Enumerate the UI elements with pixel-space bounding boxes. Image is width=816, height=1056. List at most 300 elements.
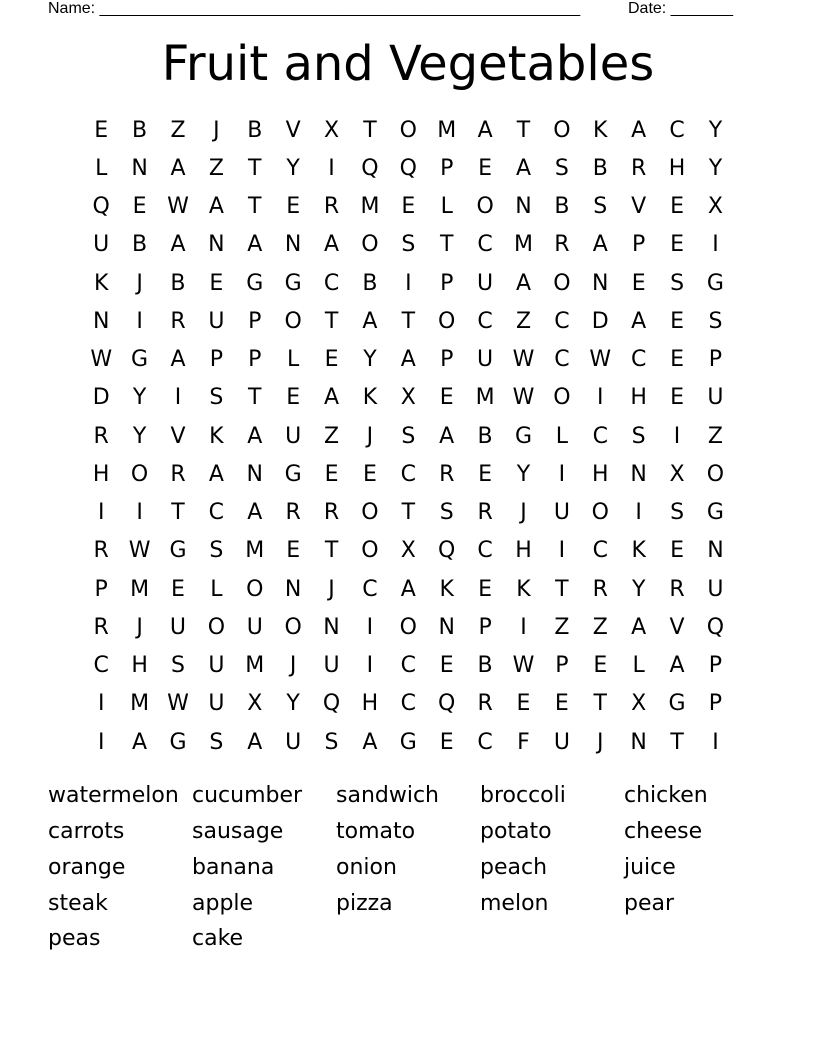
grid-cell: N [630, 461, 647, 487]
word-list-item: cucumber [192, 783, 303, 809]
grid-cell: Z [707, 423, 723, 449]
grid-cell: T [171, 500, 185, 526]
grid-cell: T [670, 729, 684, 755]
grid-cell: R [93, 423, 109, 449]
grid-cell: E [94, 117, 109, 143]
grid-cell: W [512, 347, 535, 373]
word-list-item: tomato [336, 819, 416, 845]
grid-cell: U [707, 576, 724, 602]
grid-cell: E [670, 232, 684, 258]
grid-cell: E [209, 270, 224, 296]
grid-cell: Z [592, 614, 608, 640]
grid-cell: W [128, 538, 151, 564]
grid-cell: G [668, 691, 686, 717]
grid-cell: R [93, 538, 109, 564]
grid-cell: I [405, 270, 412, 296]
grid-cell: K [93, 270, 109, 296]
grid-cell: T [439, 232, 454, 258]
page-title: Fruit and Vegetables [161, 36, 655, 92]
grid-cell: Q [706, 614, 725, 640]
word-list-item: apple [192, 890, 254, 916]
grid-cell: S [554, 155, 569, 181]
word-list-item: broccoli [480, 783, 566, 809]
grid-cell: C [477, 308, 493, 334]
grid-cell: N [630, 729, 647, 755]
grid-cell: N [707, 538, 724, 564]
grid-cell: I [136, 308, 143, 334]
grid-cell: K [593, 117, 608, 143]
grid-cell: W [90, 347, 113, 373]
grid-cell: U [477, 347, 494, 373]
grid-cell: G [246, 270, 264, 296]
grid-cell: E [439, 729, 454, 755]
grid-cell: M [130, 576, 150, 602]
grid-cell: A [170, 155, 186, 181]
word-list-item: onion [336, 854, 397, 880]
grid-cell: E [670, 385, 684, 411]
grid-cell: H [592, 461, 609, 487]
grid-cell: Q [438, 691, 456, 717]
grid-cell: E [670, 308, 684, 334]
grid-cell: E [362, 461, 377, 487]
grid-cell: W [512, 385, 535, 411]
grid-cell: B [247, 117, 263, 143]
word-list-item: sausage [192, 819, 284, 845]
grid-cell: N [208, 232, 225, 258]
grid-cell: M [514, 232, 533, 258]
grid-cell: H [515, 538, 532, 564]
word-list-item: juice [624, 854, 676, 880]
grid-cell: J [597, 729, 604, 755]
grid-cell: N [515, 194, 532, 220]
grid-cell: N [592, 270, 609, 296]
grid-cell: C [400, 691, 416, 717]
grid-cell: I [97, 729, 105, 755]
grid-cell: B [554, 194, 570, 220]
grid-cell: O [361, 232, 379, 258]
word-list-item: pizza [336, 890, 393, 916]
grid-cell: Q [361, 155, 379, 181]
name-field: Name: ______________________________________________________ [48, 0, 581, 17]
grid-cell: U [285, 423, 302, 449]
word-list-item: chicken [624, 783, 708, 809]
grid-cell: A [400, 347, 416, 373]
grid-cell: M [130, 691, 150, 717]
grid-cell: K [209, 423, 224, 449]
grid-cell: C [323, 270, 340, 296]
letter-grid [82, 111, 735, 761]
grid-cell: I [136, 500, 143, 526]
grid-cell: X [631, 691, 647, 717]
grid-cell: O [130, 461, 149, 487]
grid-cell: O [591, 500, 609, 526]
grid-cell: O [284, 308, 302, 334]
word-list-item: banana [192, 854, 275, 880]
grid-cell: S [209, 538, 224, 564]
word-list-item: pear [624, 890, 675, 916]
header [48, 0, 748, 20]
grid-cell: L [555, 423, 569, 449]
grid-cell: W [589, 347, 612, 373]
grid-cell: R [285, 500, 301, 526]
grid-cell: S [631, 423, 646, 449]
grid-cell: B [132, 117, 148, 143]
grid-cell: O [553, 117, 571, 143]
word-list-item: sandwich [336, 783, 439, 809]
grid-cell: G [706, 500, 724, 526]
grid-cell: C [669, 117, 685, 143]
grid-cell: Y [286, 155, 300, 181]
grid-cell: B [477, 423, 493, 449]
grid-cell: R [170, 461, 186, 487]
grid-cell: S [439, 500, 454, 526]
grid-cell: I [558, 461, 566, 487]
grid-cell: W [167, 691, 189, 717]
grid-cell: Y [132, 385, 147, 411]
grid-cell: X [400, 538, 416, 564]
grid-cell: C [477, 538, 493, 564]
grid-cell: P [440, 347, 454, 373]
grid-cell: T [248, 194, 262, 220]
grid-cell: O [553, 270, 571, 296]
grid-cell: A [515, 270, 532, 296]
word-list-item: cheese [624, 819, 703, 845]
grid-cell: X [669, 461, 685, 487]
word-list-item: melon [480, 890, 549, 916]
grid-cell: T [555, 576, 569, 602]
grid-cell: Z [324, 423, 340, 449]
word-list [48, 778, 768, 957]
grid-cell: I [174, 385, 182, 411]
grid-cell: L [95, 155, 108, 181]
grid-cell: Q [399, 155, 417, 181]
grid-cell: K [439, 576, 454, 602]
grid-cell: N [438, 614, 455, 640]
word-list-item: orange [48, 854, 126, 880]
grid-cell: E [670, 538, 684, 564]
grid-cell: I [328, 155, 335, 181]
grid-cell: Q [438, 538, 456, 564]
grid-cell: L [632, 653, 645, 679]
grid-cell: I [520, 614, 527, 640]
grid-cell: E [286, 538, 301, 564]
grid-cell: E [670, 194, 684, 220]
word-list-item: peach [480, 854, 548, 880]
grid-cell: A [439, 423, 455, 449]
grid-cell: Y [708, 155, 723, 181]
grid-cell: A [362, 308, 378, 334]
grid-cell: G [284, 270, 302, 296]
grid-cell: U [208, 653, 225, 679]
grid-cell: O [438, 308, 456, 334]
grid-cell: O [207, 614, 226, 640]
grid-cell: A [247, 423, 263, 449]
grid-cell: C [592, 423, 608, 449]
grid-cell: S [670, 270, 685, 296]
grid-cell: E [439, 653, 454, 679]
grid-cell: P [209, 347, 223, 373]
grid-cell: G [169, 538, 187, 564]
grid-cell: E [516, 691, 531, 717]
grid-cell: M [437, 117, 457, 143]
grid-cell: U [285, 729, 302, 755]
grid-cell: R [669, 576, 685, 602]
grid-cell: R [631, 155, 647, 181]
grid-cell: X [247, 691, 263, 717]
grid-cell: I [712, 232, 719, 258]
word-list-item: carrots [48, 819, 125, 845]
grid-cell: Y [708, 117, 723, 143]
grid-cell: A [631, 614, 647, 640]
grid-cell: A [170, 347, 186, 373]
grid-cell: M [245, 538, 265, 564]
grid-cell: U [707, 385, 724, 411]
date-field: Date: _______ [628, 0, 733, 17]
grid-cell: V [669, 614, 685, 640]
grid-cell: E [132, 194, 147, 220]
grid-cell: T [324, 538, 339, 564]
grid-cell: E [286, 385, 301, 411]
grid-cell: V [170, 423, 186, 449]
grid-cell: A [631, 117, 647, 143]
grid-cell: A [247, 729, 263, 755]
grid-cell: E [401, 194, 416, 220]
grid-cell: P [248, 308, 262, 334]
grid-cell: I [97, 691, 105, 717]
grid-cell: R [554, 232, 570, 258]
grid-cell: I [366, 614, 374, 640]
grid-cell: B [132, 232, 148, 258]
grid-cell: N [246, 461, 263, 487]
grid-cell: E [554, 691, 569, 717]
grid-cell: R [170, 308, 186, 334]
grid-cell: H [92, 461, 110, 487]
grid-cell: T [248, 385, 262, 411]
grid-cell: C [554, 347, 570, 373]
grid-cell: C [592, 538, 608, 564]
grid-cell: Q [322, 691, 341, 717]
grid-cell: G [706, 270, 724, 296]
grid-cell: C [477, 729, 493, 755]
grid-cell: P [708, 347, 723, 373]
word-list-item: cake [192, 926, 244, 952]
grid-cell: T [363, 117, 377, 143]
grid-cell: V [631, 194, 647, 220]
grid-cell: P [708, 653, 723, 679]
grid-cell: N [284, 232, 302, 258]
grid-cell: E [324, 461, 339, 487]
grid-cell: G [399, 729, 417, 755]
grid-cell: C [554, 308, 570, 334]
grid-cell: I [673, 423, 681, 449]
word-list-item: steak [48, 890, 108, 916]
grid-cell: E [171, 576, 185, 602]
grid-cell: E [478, 461, 493, 487]
grid-cell: N [323, 614, 340, 640]
grid-cell: R [439, 461, 455, 487]
grid-cell: S [209, 729, 224, 755]
grid-cell: Q [92, 194, 110, 220]
grid-cell: H [668, 155, 686, 181]
grid-cell: G [514, 423, 533, 449]
grid-cell: O [361, 538, 379, 564]
grid-cell: I [558, 538, 566, 564]
grid-cell: Z [208, 155, 224, 181]
grid-cell: A [324, 385, 340, 411]
grid-cell: C [400, 461, 416, 487]
grid-cell: A [170, 232, 186, 258]
grid-cell: R [477, 691, 493, 717]
grid-cell: S [401, 232, 416, 258]
grid-cell: B [362, 270, 378, 296]
grid-cell: O [706, 461, 725, 487]
grid-cell: Z [515, 308, 532, 334]
grid-cell: L [287, 347, 300, 373]
grid-cell: P [478, 614, 492, 640]
grid-cell: F [517, 729, 530, 755]
word-list-item: watermelon [48, 783, 179, 809]
grid-cell: L [440, 194, 453, 220]
grid-cell: K [516, 576, 531, 602]
grid-cell: A [515, 155, 532, 181]
grid-cell: S [708, 308, 723, 334]
grid-cell: S [401, 423, 416, 449]
grid-cell: Y [132, 423, 147, 449]
grid-cell: J [520, 500, 527, 526]
grid-cell: R [592, 576, 608, 602]
grid-cell: P [632, 232, 646, 258]
grid-cell: X [707, 194, 723, 220]
grid-cell: T [401, 500, 416, 526]
grid-cell: C [362, 576, 378, 602]
grid-cell: M [245, 653, 265, 679]
grid-cell: J [289, 653, 297, 679]
grid-cell: A [631, 308, 647, 334]
grid-cell: A [592, 232, 608, 258]
grid-cell: P [708, 691, 723, 717]
grid-cell: A [247, 232, 263, 258]
grid-cell: W [167, 194, 189, 220]
grid-cell: P [94, 576, 108, 602]
grid-cell: T [324, 308, 339, 334]
grid-cell: U [208, 691, 225, 717]
grid-cell: O [553, 385, 571, 411]
grid-cell: R [93, 614, 109, 640]
grid-cell: C [208, 500, 225, 526]
grid-cell: E [439, 385, 454, 411]
grid-cell: U [477, 270, 494, 296]
grid-cell: C [477, 232, 493, 258]
grid-cell: P [440, 270, 454, 296]
grid-cell: R [323, 500, 340, 526]
grid-cell: B [170, 270, 186, 296]
grid-cell: C [630, 347, 647, 373]
grid-cell: I [97, 500, 105, 526]
grid-cell: M [475, 385, 495, 411]
grid-cell: A [669, 653, 685, 679]
grid-cell: G [131, 347, 149, 373]
grid-cell: Y [286, 691, 300, 717]
grid-cell: T [516, 117, 531, 143]
grid-cell: E [478, 155, 493, 181]
grid-cell: H [131, 653, 148, 679]
grid-cell: J [136, 614, 143, 640]
grid-cell: H [630, 385, 647, 411]
grid-cell: A [132, 729, 148, 755]
grid-cell: O [361, 500, 379, 526]
grid-cell: M [360, 194, 380, 220]
grid-cell: S [209, 385, 224, 411]
grid-cell: O [284, 614, 302, 640]
grid-cell: U [323, 653, 340, 679]
grid-cell: I [635, 500, 642, 526]
grid-cell: Y [631, 576, 646, 602]
grid-cell: D [591, 308, 609, 334]
grid-cell: O [399, 614, 417, 640]
grid-cell: I [366, 653, 374, 679]
grid-cell: U [553, 729, 570, 755]
grid-cell: T [593, 691, 607, 717]
grid-cell: Z [554, 614, 570, 640]
grid-cell: E [670, 347, 684, 373]
grid-cell: E [324, 347, 339, 373]
grid-cell: S [593, 194, 608, 220]
grid-cell: A [208, 194, 224, 220]
grid-cell: R [477, 500, 493, 526]
grid-cell: T [248, 155, 262, 181]
grid-cell: X [324, 117, 340, 143]
grid-cell: E [631, 270, 646, 296]
grid-cell: N [131, 155, 148, 181]
grid-cell: U [246, 614, 263, 640]
grid-cell: I [712, 729, 719, 755]
grid-cell: A [477, 117, 493, 143]
grid-cell: J [136, 270, 143, 296]
grid-cell: U [169, 614, 187, 640]
grid-cell: C [400, 653, 416, 679]
grid-cell: P [248, 347, 262, 373]
grid-cell: D [92, 385, 110, 411]
grid-cell: Y [363, 347, 377, 373]
grid-cell: V [285, 117, 301, 143]
grid-cell: H [361, 691, 379, 717]
grid-cell: G [284, 461, 302, 487]
grid-cell: J [328, 576, 335, 602]
grid-cell: N [92, 308, 110, 334]
word-list-item: potato [480, 819, 552, 845]
grid-cell: J [366, 423, 374, 449]
grid-cell: E [478, 576, 493, 602]
grid-cell: O [246, 576, 264, 602]
grid-cell: G [169, 729, 187, 755]
word-list-item: peas [48, 926, 101, 952]
grid-cell: A [247, 500, 263, 526]
grid-cell: L [210, 576, 223, 602]
grid-cell: J [213, 117, 220, 143]
grid-cell: U [93, 232, 110, 258]
grid-cell: W [512, 653, 535, 679]
grid-cell: K [362, 385, 378, 411]
grid-cell: S [324, 729, 339, 755]
grid-cell: P [440, 155, 454, 181]
grid-cell: B [592, 155, 608, 181]
grid-cell: R [323, 194, 340, 220]
grid-cell: E [286, 194, 301, 220]
grid-cell: P [555, 653, 569, 679]
grid-cell: B [477, 653, 493, 679]
grid-cell: A [400, 576, 416, 602]
grid-cell: N [284, 576, 302, 602]
